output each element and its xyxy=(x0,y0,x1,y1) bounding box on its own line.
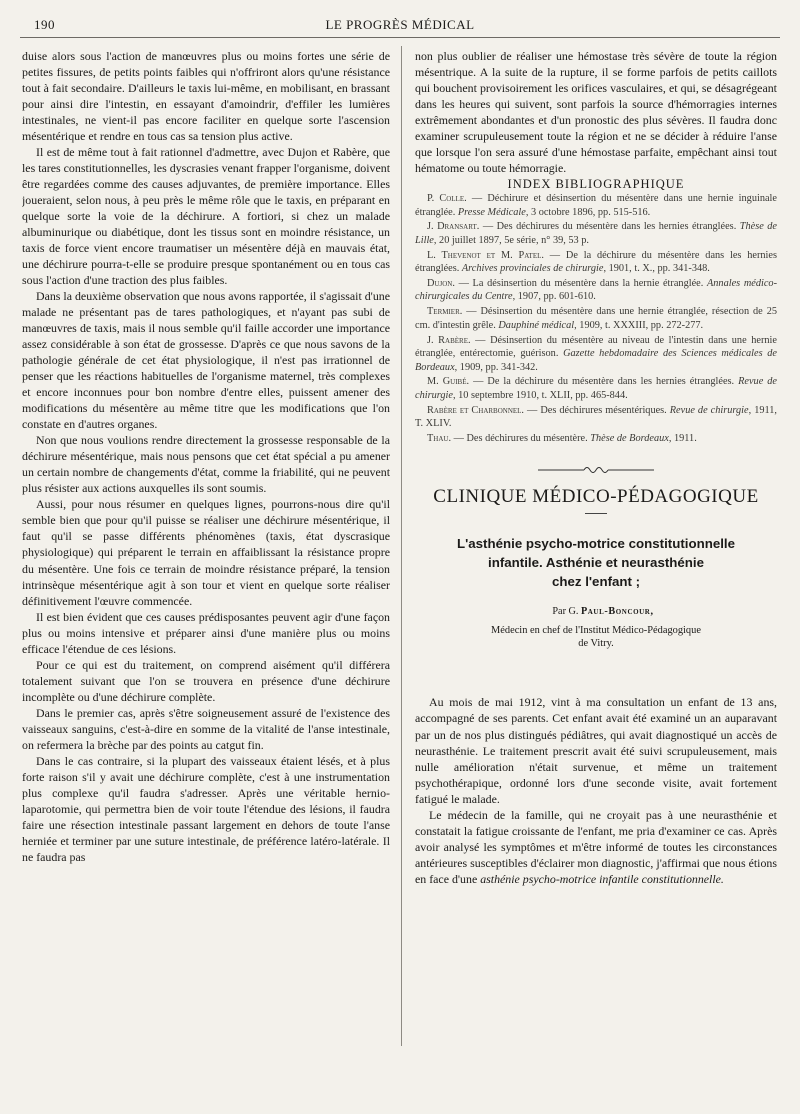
ref-source: Revue de chirurgie xyxy=(669,404,749,416)
author-affiliation xyxy=(425,624,767,650)
ref-tail: , 10 septembre 1910, t. XLII, pp. 465-844. xyxy=(452,389,628,401)
right-column xyxy=(415,48,777,1098)
bibliography-heading: INDEX BIBLIOGRAPHIQUE xyxy=(507,177,685,192)
ref-author: Dujon. xyxy=(427,278,455,290)
bibliography-entry xyxy=(415,404,777,431)
journal-title: LE PROGRÈS MÉDICAL xyxy=(325,17,475,32)
ref-tail: , 1911. xyxy=(668,433,697,445)
ref-tail: , 1909, t. XXXIII, pp. 272-277. xyxy=(574,319,704,331)
article-title xyxy=(415,534,777,591)
ref-tail: , 3 octobre 1896, pp. 515-516. xyxy=(525,206,651,218)
bibliography-entry xyxy=(415,375,777,402)
ref-tail: , 1909, pp. 341-342. xyxy=(454,361,538,373)
byline xyxy=(415,605,777,618)
ref-text: — Des déchirures du mésentère. xyxy=(451,433,591,445)
ref-text: — De la déchirure du mésentère dans les hernies étranglées. xyxy=(415,249,777,275)
ref-source: Dauphiné médical xyxy=(498,319,575,331)
ref-source: Thèse de Bordeaux xyxy=(590,433,669,445)
section-ornament xyxy=(415,463,777,473)
affiliation-line: de Vitry. xyxy=(578,638,614,650)
running-header xyxy=(20,15,780,38)
article-paragraph-emphasis: asthénie psycho-motrice infantile constitutionnelle. xyxy=(480,871,724,886)
right-intro-paragraph: non plus oublier de réaliser une hémostase très sévère de toute la région mésentrique. A la suite de la rupture, il se forme parfois de petits caillots qui bouchent provisoirement les orifices vasculaires, et qui, se désagrégeant dans les heures qui suivent, sont parfois la source d'hémorragies internes extrêmement abondantes et d'un pronostic des plus sévères. Il faudra donc examiner scrupuleusement toute la région et ne se décider à réduire l'anse que lorsque l'on sera assuré d'une hémostase parfaite, empêchant ainsi tout hématome ou toute hémorragie. xyxy=(415,49,777,176)
article-title-line: L'asthénie psycho-motrice constitutionnelle xyxy=(456,536,735,552)
article-title-line: chez l'enfant ; xyxy=(551,574,641,590)
left-paragraph: Il est bien évident que ces causes prédisposantes peuvent agir d'une façon plus ou moins intensive et préparer ainsi d'une manière plus ou moins efficace l'étendue de ces lésions. xyxy=(22,609,390,656)
ref-author: J. Rabère. xyxy=(427,334,471,346)
ref-author: P. Colle. xyxy=(427,193,467,205)
bibliography-entry xyxy=(415,334,777,374)
article-paragraph: Au mois de mai 1912, vint à ma consultation un enfant de 13 ans, accompagné de ses parents. Cet enfant avait été examiné un an auparavant par un de nos plus distingués pédiâtres, qui avait diagnostiqué un accès de neurasthénie. Le traitement prescrit avait été suivi scrupuleusement, mais nulle amélioration n'était survenue, et même un traitement psychothérapique, ordonné lors d'une seconde visite, avait fortement fatigué le malade. xyxy=(415,695,777,806)
left-paragraph: Dans le premier cas, après s'être soigneusement assuré de l'existence des vaisseaux sanguins, c'est-à-dire en somme de la vitalité de l'anse intestinale, on refermera la brèche par des points au catgut fin. xyxy=(22,705,390,752)
ref-author: Rabère et Charbonnel. xyxy=(427,404,525,416)
ref-tail: , 1911, T. XLIV. xyxy=(415,404,777,430)
ref-tail: , 1907, pp. 601-610. xyxy=(512,291,596,303)
byline-prefix: Par G. xyxy=(552,606,581,618)
ref-tail: , 1901, t. X., pp. 341-348. xyxy=(603,263,710,275)
ref-source: Archives provinciales de chirurgie xyxy=(461,263,604,275)
ref-text: — Désinsertion du mésentère au niveau de l'intestin dans une hernie étranglée, entérectomie, guérison. xyxy=(415,334,777,360)
ref-source: Revue de chirurgie xyxy=(415,376,777,401)
ref-author: L. Thevenot et M. Patel. xyxy=(427,249,544,261)
bibliography-entry xyxy=(415,432,777,445)
ref-text: — Désinsertion du mésentère dans une hernie étranglée, résection de 25 cm. d'intestin grêle. xyxy=(415,306,777,331)
ref-text: — La désinsertion du mésentère dans la hernie étranglée. xyxy=(454,278,707,290)
ref-text: — Des déchirures du mésentère dans les hernies étranglées. xyxy=(479,221,740,233)
left-paragraph: Aussi, pour nous résumer en quelques lignes, pourrons-nous dire qu'il semble bien que pour qu'il puisse se réaliser une déchirure mésentérique, il faut qu'il se passe différents phénomènes (taxis, état dyscrasique physiologique) qui préparent le terrain en affaiblissant la résistance propre du mésentère. Une fois ce terrain de moindre résistance préparé, la tension intrinsèque mésentérique agit à son tour et vient en quelque sorte réaliser définitivement l'œuvre commencée. xyxy=(22,497,390,608)
left-paragraph: Dans le cas contraire, si la plupart des vaisseaux étaient lésés, et à plus forte raison s'il y avait une déchirure complète, c'est à une instrumentation plus complexe qu'il faudra s'adresser. Après une véritable hernio-laparotomie, qui permettra bien de voir toute l'étendue des lésions, il faudra faire une résection intestinale passant largement en dehors de toute l'anse herniée et terminer par une suture intestinale, de préférence latéro-latérale. Il ne faudra pas xyxy=(22,753,390,864)
bibliography-entry xyxy=(415,277,777,304)
ref-source: Thèse de Lille xyxy=(415,221,777,246)
ref-source: Presse Médicale xyxy=(457,206,526,218)
left-paragraph: Non que nous voulions rendre directement la grossesse responsable de la déchirure mésentérique, mais nous pensons que cet état spécial a pu amener un certain nombre de changements d'état, comme la friabilité, qui ne peuvent plus résister aux actions auxquelles ils sont soumis. xyxy=(22,433,390,496)
ref-author: Termier. xyxy=(427,306,463,318)
ref-text: — Des déchirures mésentériques. xyxy=(524,404,670,416)
ref-source: Gazette hebdomadaire des Sciences médicales de Bordeaux xyxy=(415,348,777,373)
left-paragraph: Pour ce qui est du traitement, on comprend aisément qu'il différera totalement suivant que l'on se trouvera en présence d'une déchirure incomplète ou d'une déchirure complète. xyxy=(22,657,390,704)
flourish-ornament-icon xyxy=(536,465,656,475)
left-paragraph: duise alors sous l'action de manœuvres plus ou moins fortes une série de petites fissures, de petits points faibles qui n'offriront alors qu'une résistance tout à fait secondaire. D'ailleurs le taxis lui-même, en mobilisant, en brassant pour ainsi dire l'intestin, en essayant d'amoindrir, d'effiler les lumières intestinales, ne vient-il pas encore faciliter en quelque sorte l'ascension mésentérique et rendre en tous cas sa tension plus active. xyxy=(22,49,390,144)
title-rule xyxy=(585,513,607,514)
left-column xyxy=(22,48,390,1088)
bibliography-entry xyxy=(415,305,777,332)
column-divider xyxy=(401,46,402,1046)
ref-author: Thau. xyxy=(427,433,452,445)
ref-text: — De la déchirure du mésentère dans les hernies étranglées. xyxy=(469,376,739,388)
bibliography-entry xyxy=(415,220,777,247)
left-paragraph: Dans la deuxième observation que nous avons rapportée, il s'agissait d'une malade ne présentant pas de tares pathologiques, et n'ayant pas subi de manœuvres de taxis, mais il nous semble qu'il faille accorder une importance assez considérable à son état de grossesse. D'après ce que nous savons de la pathologie générale de cet état physiologique, il n'est pas irrationnel de penser que les réactions habituelles de l'organisme maternel, très complexes et encore inconnues pour bon nombre d'entre elles, puissent amener des modifications du mésentère au même titre que les modifications que l'on constate en d'autres organes. xyxy=(22,289,390,432)
affiliation-line: Médecin en chef de l'Institut Médico-Pédagogique xyxy=(491,625,701,637)
section-title: CLINIQUE MÉDICO-PÉDAGOGIQUE xyxy=(433,486,759,508)
article-paragraph xyxy=(415,807,777,887)
left-paragraph: Il est de même tout à fait rationnel d'admettre, avec Dujon et Rabère, que les tares constitutionnelles, les dyscrasies venant frapper l'organisme, doivent être regardées comme des causes adjuvantes, de première importance. Elles joueraient, selon nous, à peu près le même rôle que le taxis, en préparant en quelque sorte la voie de la déchirure. A fortiori, si chez un malade albuminurique ou diabétique, dont les tissus sont en moindre résistance, un taxis de force vient encore traumatiser un mésentère déjà en mauvais état, une déchirure pourra-t-elle se produire presque spontanément ou en tous cas sous l'action d'une traction des plus faibles. xyxy=(22,145,390,288)
bibliography-list xyxy=(415,192,777,445)
ref-text: — Déchirure et désinsertion du mésentère dans une hernie inguinale étranglée. xyxy=(415,193,777,218)
ref-author: J. Dransart. xyxy=(427,221,480,233)
article-title-line: infantile. Asthénie et neurasthénie xyxy=(488,555,704,571)
ref-tail: , 20 juillet 1897, 5e série, n° 39, 53 p. xyxy=(433,234,590,246)
bibliography-entry xyxy=(415,249,777,276)
bibliography-entry xyxy=(415,192,777,219)
ref-author: M. Guibé. xyxy=(427,376,470,388)
article-paragraph-text: Le médecin de la famille, qui ne croyait pas à une neurasthénie et constatait la fatigue croissante de l'enfant, me pria d'examiner ce cas. Après avoir analysé les symptômes et m'être informé de toutes les circonstances antérieures susceptibles d'éclairer mon diagnostic, j'affirmai que nous étions en face d'une xyxy=(415,807,777,886)
byline-author: Paul-Boncour, xyxy=(580,606,654,618)
page-number: 190 xyxy=(34,17,55,32)
ref-source: Annales médico-chirurgicales du Centre xyxy=(415,278,777,303)
